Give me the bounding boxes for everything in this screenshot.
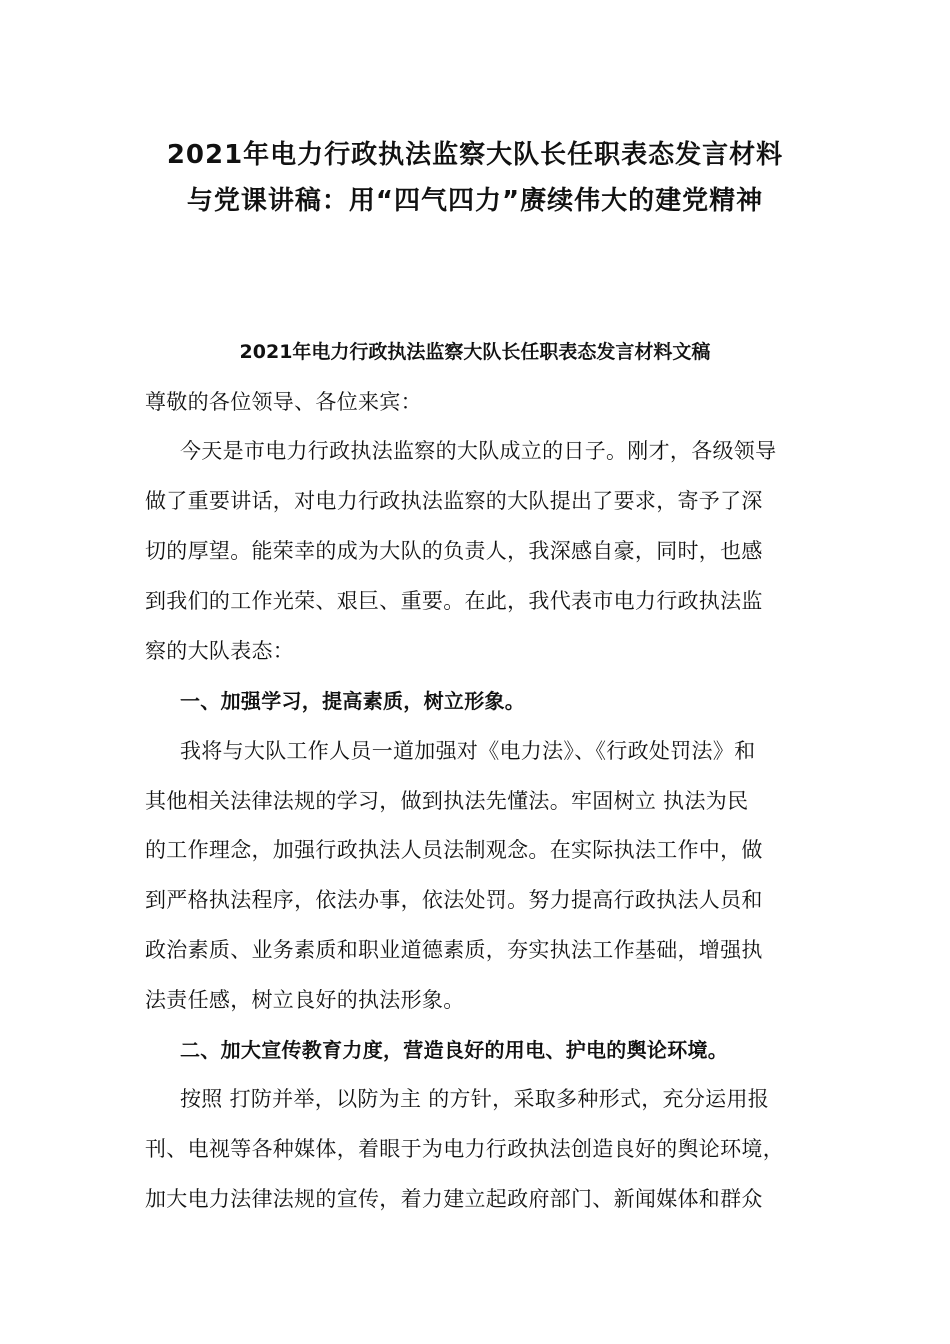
salutation: 尊敬的各位领导、各位来宾： [145,390,422,414]
document-title-line-1: 2021年电力行政执法监察大队长任职表态发言材料 [166,140,784,170]
paragraph-line: 加大电力法律法规的宣传，着力建立起政府部门、新闻媒体和群众 [145,1187,763,1211]
paragraph-line: 政治素质、业务素质和职业道德素质，夯实执法工作基础，增强执 [145,938,763,962]
section-heading-2: 二、加大宣传教育力度，营造良好的用电、护电的舆论环境。 [180,1038,729,1062]
document-title-line-2: 与党课讲稿：用“四气四力”赓续伟大的建党精神 [186,186,764,216]
paragraph-line: 法责任感，树立良好的执法形象。 [145,988,465,1012]
paragraph-line: 切的厚望。能荣幸的成为大队的负责人，我深感自豪，同时，也感 [145,539,763,563]
paragraph-line: 做了重要讲话，对电力行政执法监察的大队提出了要求，寄予了深 [145,489,763,513]
paragraph-line: 按照 打防并举，以防为主 的方针，采取多种形式，充分运用报 [180,1087,770,1111]
paragraph-line: 的工作理念，加强行政执法人员法制观念。在实际执法工作中，做 [145,838,763,862]
paragraph-line: 今天是市电力行政执法监察的大队成立的日子。刚才，各级领导 [180,439,777,463]
section-heading-1: 一、加强学习，提高素质，树立形象。 [180,689,526,713]
paragraph-line: 到我们的工作光荣、艰巨、重要。在此，我代表市电力行政执法监 [145,589,763,613]
section-title: 2021年电力行政执法监察大队长任职表态发言材料文稿 [239,341,711,363]
paragraph-line: 刊、电视等各种媒体，着眼于为电力行政执法创造良好的舆论环境， [145,1137,784,1161]
paragraph-line: 到严格执法程序，依法办事，依法处罚。努力提高行政执法人员和 [145,888,763,912]
paragraph-line: 察的大队表态： [145,639,295,663]
paragraph-line: 我将与大队工作人员一道加强对《电力法》、《行政处罚法》和 [180,739,756,763]
paragraph-line: 其他相关法律法规的学习，做到执法先懂法。牢固树立 执法为民 [145,789,749,813]
